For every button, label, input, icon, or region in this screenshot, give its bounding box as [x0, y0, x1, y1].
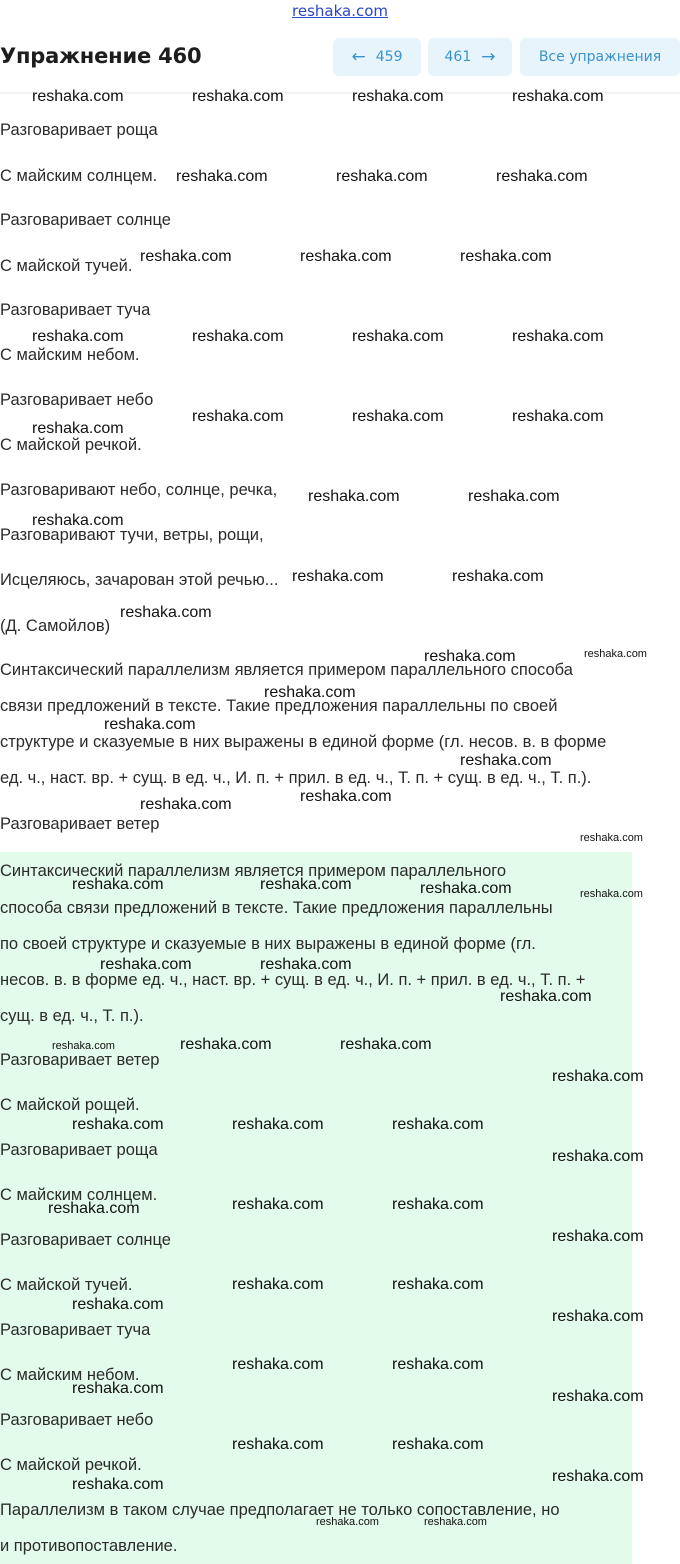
watermark: reshaka.com	[260, 956, 352, 973]
watermark: reshaka.com	[120, 604, 212, 621]
watermark: reshaka.com	[496, 168, 588, 185]
answer-line: С майской рощей.	[0, 1096, 140, 1114]
watermark: reshaka.com	[552, 1148, 644, 1165]
watermark: reshaka.com	[340, 1036, 432, 1053]
exercise-line: (Д. Самойлов)	[0, 617, 111, 635]
answer-line: Параллелизм в таком случае предполагает не только сопоставление, но	[0, 1501, 560, 1519]
watermark: reshaka.com	[392, 1116, 484, 1133]
arrow-right-icon: →	[481, 46, 496, 67]
watermark: reshaka.com	[52, 1040, 115, 1052]
watermark: reshaka.com	[192, 88, 284, 105]
exercise-line: Разговаривает ветер	[0, 815, 160, 833]
exercise-line: Разговаривает роща	[0, 121, 158, 139]
watermark: reshaka.com	[180, 1036, 272, 1053]
answer-line: по своей структуре и сказуемые в них выражены в единой форме (гл.	[0, 935, 536, 953]
all-exercises-button[interactable]	[520, 38, 680, 76]
answer-line: С майским солнцем.	[0, 1186, 158, 1204]
exercise-line: С майской тучей.	[0, 257, 133, 275]
watermark: reshaka.com	[460, 248, 552, 265]
watermark: reshaka.com	[336, 168, 428, 185]
watermark: reshaka.com	[552, 1308, 644, 1325]
watermark: reshaka.com	[580, 888, 643, 900]
watermark: reshaka.com	[140, 248, 232, 265]
exercise-header	[0, 36, 680, 84]
answer-line: Разговаривает солнце	[0, 1231, 171, 1249]
watermark: reshaka.com	[552, 1228, 644, 1245]
exercise-line: ед. ч., наст. вр. + сущ. в ед. ч., И. п. + прил. в ед. ч., Т. п. + сущ. в ед. ч., Т. п.).	[0, 769, 592, 787]
watermark: reshaka.com	[392, 1196, 484, 1213]
watermark: reshaka.com	[100, 956, 192, 973]
watermark: reshaka.com	[352, 408, 444, 425]
watermark: reshaka.com	[300, 248, 392, 265]
watermark: reshaka.com	[260, 876, 352, 893]
answer-line: С майским небом.	[0, 1366, 140, 1384]
exercise-line: Разговаривают тучи, ветры, рощи,	[0, 526, 264, 544]
exercise-line: Разговаривает солнце	[0, 211, 171, 229]
watermark: reshaka.com	[292, 568, 384, 585]
exercise-line: структуре и сказуемые в них выражены в единой форме (гл. несов. в. в форме	[0, 733, 607, 751]
exercise-line: Исцеляюсь, зачарован этой речью...	[0, 571, 279, 589]
watermark: reshaka.com	[424, 1516, 487, 1528]
watermark: reshaka.com	[500, 988, 592, 1005]
answer-line: Разговаривает туча	[0, 1321, 151, 1339]
watermark: reshaka.com	[552, 1388, 644, 1405]
exercise-line: С майской речкой.	[0, 436, 142, 454]
watermark: reshaka.com	[32, 512, 124, 529]
watermark: reshaka.com	[232, 1276, 324, 1293]
watermark: reshaka.com	[392, 1276, 484, 1293]
answer-line: несов. в. в форме ед. ч., наст. вр. + сущ. в ед. ч., И. п. + прил. в ед. ч., Т. п. +	[0, 971, 586, 989]
watermark: reshaka.com	[72, 1476, 164, 1493]
watermark: reshaka.com	[460, 752, 552, 769]
watermark: reshaka.com	[32, 328, 124, 345]
watermark: reshaka.com	[584, 648, 647, 660]
watermark: reshaka.com	[176, 168, 268, 185]
all-exercises-label: Все упражнения	[538, 49, 662, 65]
watermark: reshaka.com	[352, 88, 444, 105]
answer-line: Разговаривает ветер	[0, 1051, 160, 1069]
next-exercise-button[interactable]	[428, 38, 512, 76]
answer-line: Синтаксический параллелизм является примером параллельного	[0, 862, 507, 880]
watermark: reshaka.com	[232, 1356, 324, 1373]
exercise-line: связи предложений в тексте. Такие предложения параллельны по своей	[0, 697, 558, 715]
watermark: reshaka.com	[48, 1200, 140, 1217]
exercise-line: Разговаривает туча	[0, 301, 151, 319]
answer-line: С майской тучей.	[0, 1276, 133, 1294]
exercise-line: Разговаривает небо	[0, 391, 154, 409]
watermark: reshaka.com	[104, 716, 196, 733]
exercise-line: С майским солнцем.	[0, 167, 158, 185]
watermark: reshaka.com	[308, 488, 400, 505]
watermark: reshaka.com	[452, 568, 544, 585]
watermark: reshaka.com	[424, 648, 516, 665]
watermark: reshaka.com	[580, 832, 643, 844]
answer-line: С майской речкой.	[0, 1456, 142, 1474]
answer-line: Разговаривает роща	[0, 1141, 158, 1159]
prev-exercise-button[interactable]	[333, 38, 421, 76]
answer-line: и противопоставление.	[0, 1537, 178, 1555]
watermark: reshaka.com	[72, 876, 164, 893]
watermark: reshaka.com	[192, 408, 284, 425]
watermark: reshaka.com	[264, 684, 356, 701]
exercise-line: Синтаксический параллелизм является примером параллельного способа	[0, 661, 573, 679]
watermark: reshaka.com	[32, 88, 124, 105]
watermark: reshaka.com	[192, 328, 284, 345]
watermark: reshaka.com	[72, 1296, 164, 1313]
watermark: reshaka.com	[512, 408, 604, 425]
page-title: Упражнение 460	[0, 44, 202, 68]
watermark: reshaka.com	[72, 1380, 164, 1397]
watermark: reshaka.com	[392, 1436, 484, 1453]
next-exercise-label: 461	[444, 49, 472, 65]
watermark: reshaka.com	[140, 796, 232, 813]
answer-line: Разговаривает небо	[0, 1411, 154, 1429]
watermark: reshaka.com	[420, 880, 512, 897]
exercise-line: Разговаривают небо, солнце, речка,	[0, 481, 278, 499]
watermark: reshaka.com	[72, 1116, 164, 1133]
answer-line: способа связи предложений в тексте. Такие предложения параллельны	[0, 899, 553, 917]
watermark: reshaka.com	[232, 1436, 324, 1453]
exercise-line: С майским небом.	[0, 346, 140, 364]
site-link[interactable]: reshaka.com	[292, 2, 388, 20]
watermark: reshaka.com	[232, 1116, 324, 1133]
watermark: reshaka.com	[552, 1068, 644, 1085]
watermark: reshaka.com	[468, 488, 560, 505]
watermark: reshaka.com	[352, 328, 444, 345]
watermark: reshaka.com	[316, 1516, 379, 1528]
watermark: reshaka.com	[300, 788, 392, 805]
watermark: reshaka.com	[512, 88, 604, 105]
prev-exercise-label: 459	[375, 49, 403, 65]
arrow-left-icon: ←	[351, 46, 366, 67]
watermark: reshaka.com	[232, 1196, 324, 1213]
answer-line: сущ. в ед. ч., Т. п.).	[0, 1007, 144, 1025]
watermark: reshaka.com	[512, 328, 604, 345]
watermark: reshaka.com	[392, 1356, 484, 1373]
watermark: reshaka.com	[552, 1468, 644, 1485]
watermark: reshaka.com	[32, 420, 124, 437]
